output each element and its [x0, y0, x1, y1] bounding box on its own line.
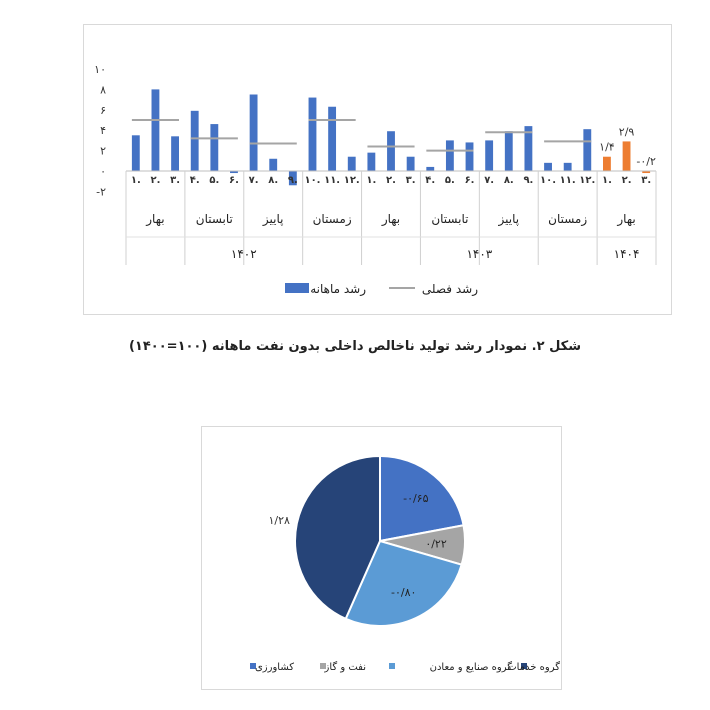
y-tick-label: ۶ — [100, 103, 106, 117]
monthly-bar — [250, 95, 258, 172]
monthly-bar — [367, 153, 375, 171]
monthly-bar — [387, 131, 395, 171]
y-tick-label: ۰ — [100, 165, 106, 178]
y-tick-label: ۴ — [100, 124, 106, 138]
month-tick-label: ۹. — [523, 175, 534, 186]
monthly-bar — [348, 157, 356, 171]
monthly-bar — [426, 167, 434, 171]
month-tick-label: ۱. — [601, 175, 612, 186]
monthly-bar — [407, 157, 415, 171]
season-label: تابستان — [431, 212, 469, 226]
month-tick-label: ۱. — [130, 175, 141, 186]
month-tick-label: ۸. — [503, 175, 514, 186]
season-label: پاییز — [498, 212, 520, 226]
year-label: ۱۴۰۴ — [613, 247, 640, 261]
month-tick-label: ۳. — [405, 175, 416, 186]
legend-label: گروه خدمات — [507, 662, 560, 673]
slice-label: ۰/۲۲ — [425, 537, 447, 551]
y-tick-label: ۲ — [100, 144, 106, 158]
monthly-bar — [152, 89, 160, 171]
monthly-bar — [583, 129, 591, 171]
data-label: ۲/۹ — [618, 125, 635, 139]
month-tick-label: ۵. — [444, 175, 455, 186]
month-tick-label: ۲. — [150, 175, 161, 186]
season-label: بهار — [146, 212, 165, 226]
monthly-bar — [191, 111, 199, 171]
slice-label: -۰/۶۵ — [403, 491, 429, 505]
y-tick-label: ۱۰ — [94, 63, 106, 76]
season-label: زمستان — [312, 212, 352, 226]
monthly-bar — [210, 124, 218, 171]
slice-label: -۰/۸۰ — [391, 585, 417, 599]
month-tick-label: ۳. — [641, 175, 652, 186]
month-tick-label: ۵. — [209, 175, 220, 186]
month-tick-label: ۱۰. — [304, 175, 321, 186]
monthly-bar — [505, 131, 513, 171]
monthly-bar — [564, 163, 572, 171]
y-tick-label: ۸ — [100, 83, 106, 97]
monthly-bar — [269, 159, 277, 171]
monthly-bar — [309, 98, 317, 171]
monthly-bar — [603, 157, 611, 171]
legend-monthly-label: رشد ماهانه — [310, 282, 366, 296]
monthly-bar — [132, 135, 140, 171]
month-tick-label: ۴. — [189, 175, 200, 186]
month-tick-label: ۱۲. — [579, 175, 596, 186]
month-tick-label: ۷. — [484, 175, 495, 186]
monthly-bar — [171, 136, 179, 171]
monthly-bar — [466, 142, 474, 171]
season-label: بهار — [381, 212, 401, 226]
month-tick-label: ۸. — [268, 175, 279, 186]
year-label: ۱۴۰۲ — [230, 247, 257, 261]
month-tick-label: ۴. — [425, 175, 436, 186]
month-tick-label: ۱. — [366, 175, 377, 186]
month-tick-label: ۱۲. — [343, 175, 360, 186]
legend-label: گروه صنایع و معادن — [429, 662, 512, 673]
monthly-bar — [485, 140, 493, 171]
legend-label: نفت و گاز — [324, 662, 366, 673]
monthly-growth-plot — [84, 25, 673, 316]
month-tick-label: ۶. — [229, 175, 239, 186]
month-tick-label: ۱۰. — [540, 175, 557, 186]
season-label: زمستان — [548, 212, 588, 226]
monthly-bar — [446, 140, 454, 171]
month-tick-label: ۲. — [621, 175, 632, 186]
slice-label: ۱/۲۸ — [268, 513, 290, 527]
month-tick-label: ۷. — [248, 175, 259, 186]
legend-swatch — [389, 663, 395, 669]
month-tick-label: ۳. — [170, 175, 181, 186]
month-tick-label: ۶. — [464, 175, 475, 186]
month-tick-label: ۲. — [386, 175, 396, 186]
monthly-bar — [623, 141, 631, 171]
month-tick-label: ۹. — [287, 175, 298, 186]
year-label: ۱۴۰۳ — [466, 247, 493, 261]
monthly-growth-chart — [83, 24, 672, 315]
season-label: پاییز — [262, 212, 284, 226]
monthly-bar — [328, 107, 336, 171]
figure-caption: شکل ۲. نمودار رشد تولید ناخالص داخلی بدون نفت ماهانه (۱۰۰=۱۴۰۰) — [128, 339, 582, 354]
legend-monthly-swatch — [285, 283, 309, 293]
month-tick-label: ۱۱. — [559, 175, 576, 186]
monthly-bar — [544, 163, 552, 171]
season-label: تابستان — [195, 212, 233, 226]
season-label: بهار — [617, 212, 636, 226]
y-tick-label: -۲ — [96, 185, 106, 199]
sector-contribution-chart — [201, 426, 562, 690]
month-tick-label: ۱۱. — [324, 175, 341, 186]
data-label: -۰/۲ — [636, 155, 656, 168]
legend-seasonal-label: رشد فصلی — [421, 282, 478, 296]
data-label: ۱/۴ — [599, 140, 615, 154]
legend-label: کشاورزی — [254, 662, 294, 673]
sector-pie-plot — [202, 427, 563, 691]
